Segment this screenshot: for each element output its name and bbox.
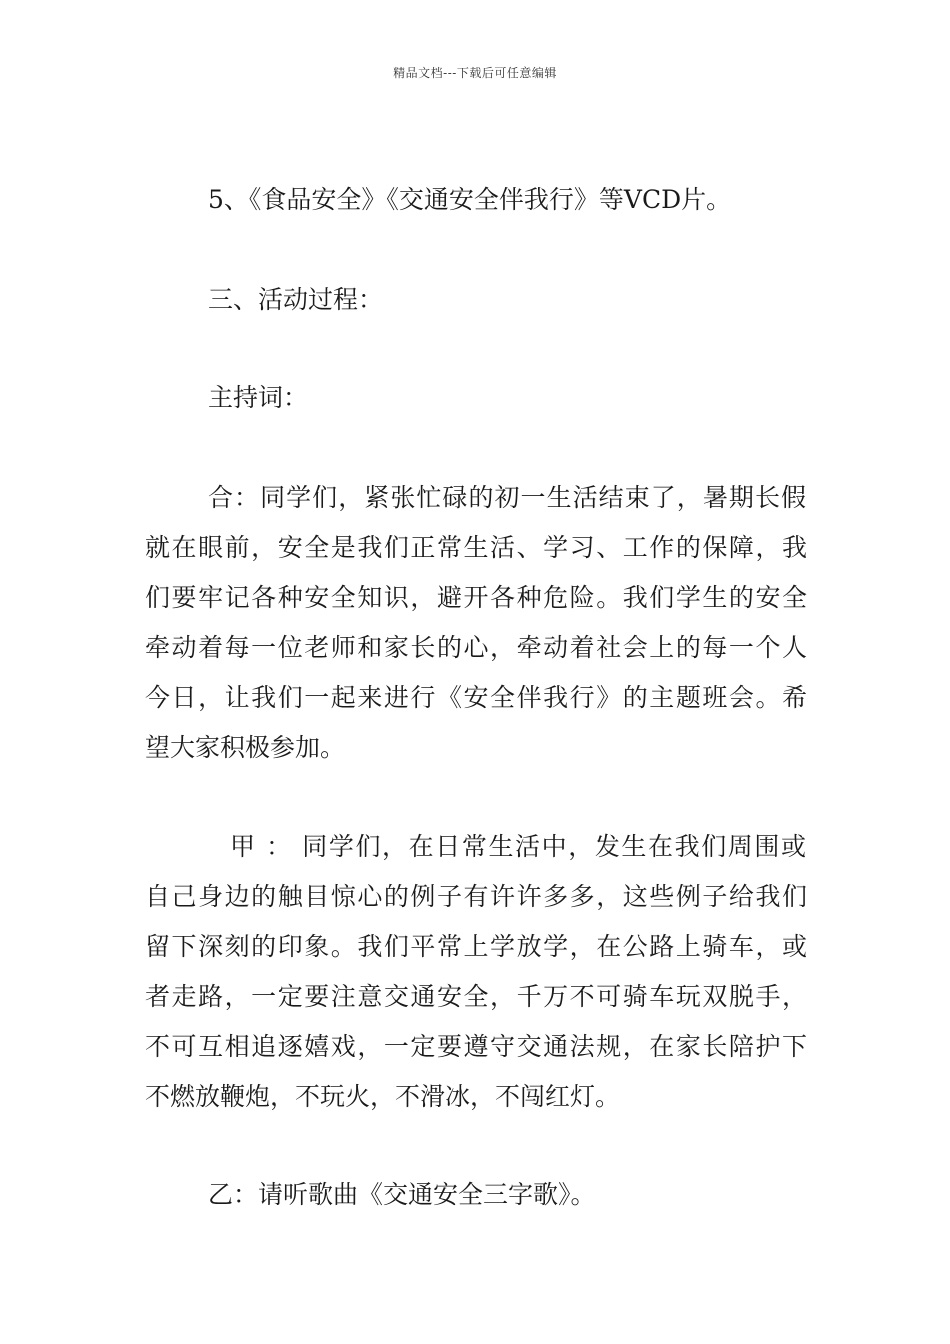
jia-para-line-5: 不可互相追逐嬉戏，一定要遵守交通法规，在家长陪护下	[145, 1032, 807, 1061]
jia-para-line-6: 不燃放鞭炮，不玩火，不滑冰，不闯红灯。	[145, 1082, 621, 1111]
he-para-line-1: 合：同学们，紧张忙碌的初一生活结束了，暑期长假	[208, 483, 806, 512]
jia-para-line-2: 自己身边的触目惊心的例子有许许多多，这些例子给我们	[145, 882, 807, 911]
he-para-line-4: 牵动着每一位老师和家长的心，牵动着社会上的每一个人	[145, 633, 807, 662]
section-3-heading: 三、活动过程：	[208, 285, 384, 314]
yi-line: 乙：请听歌曲《交通安全三字歌》。	[208, 1180, 596, 1209]
he-para-line-5: 今日，让我们一起来进行《安全伴我行》的主题班会。希	[145, 683, 807, 712]
he-para-line-2: 就在眼前，安全是我们正常生活、学习、工作的保障，我	[145, 533, 807, 562]
he-para-line-3: 们要牢记各种安全知识，避开各种危险。我们学生的安全	[145, 583, 807, 612]
page-header: 精品文档---下载后可任意编辑	[393, 66, 557, 80]
item-5-line: 5、《食品安全》《交通安全伴我行》等VCD片。	[208, 185, 732, 214]
he-para-line-6: 望大家积极参加。	[145, 733, 346, 762]
jia-para-line-3: 留下深刻的印象。我们平常上学放学，在公路上骑车，或	[145, 932, 807, 961]
jia-para-line-4: 者走路，一定要注意交通安全，千万不可骑车玩双脱手，	[145, 982, 807, 1011]
host-label: 主持词：	[208, 383, 309, 412]
jia-para-line-1: 甲 ： 同学们，在日常生活中，发生在我们周围或	[230, 832, 806, 861]
